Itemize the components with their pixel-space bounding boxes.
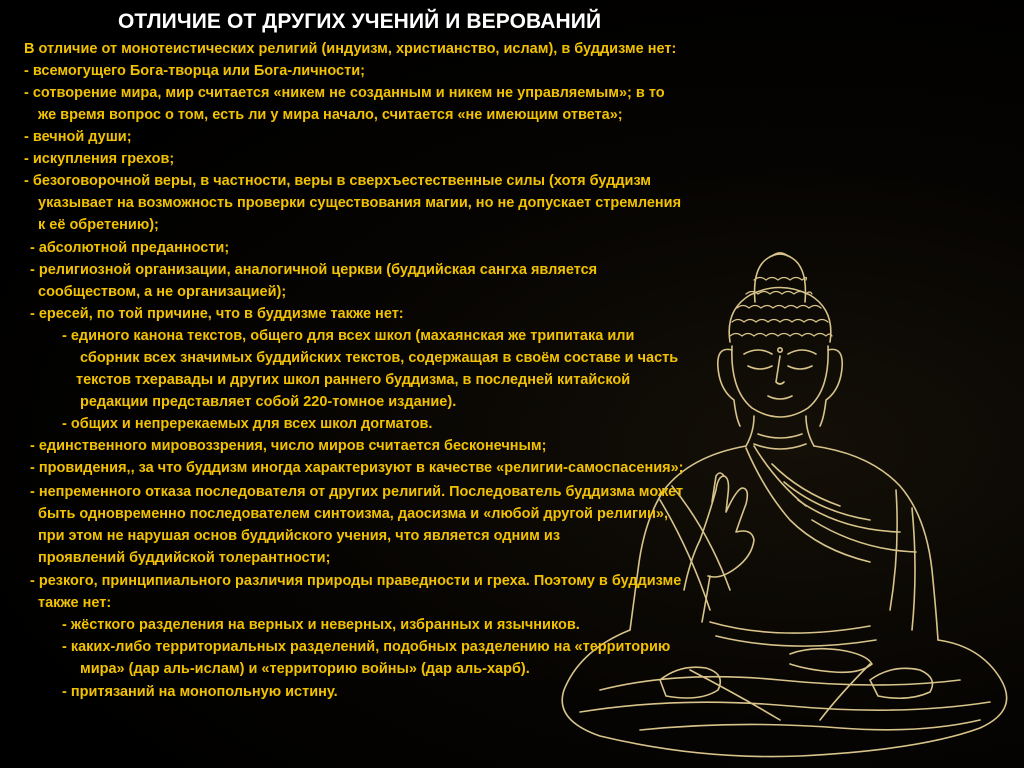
text-line: - общих и непререкаемых для всех школ догматов.	[62, 416, 433, 432]
text-line: - жёсткого разделения на верных и неверных, избранных и язычников.	[62, 617, 580, 633]
text-line: - всемогущего Бога-творца или Бога-личности;	[24, 63, 365, 79]
left-eye	[748, 366, 772, 369]
text-line: В отличие от монотеистических религий (индуизм, христианство, ислам), в буддизме нет:	[24, 41, 677, 57]
text-line: - резкого, принципиального различия природы праведности и греха. Поэтому в буддизме	[30, 573, 682, 589]
text-line: редакции представляет собой 220-томное издание).	[80, 394, 457, 410]
text-line: - провидения,, за что буддизм иногда характеризуют в качестве «религии-самоспасения»;	[30, 460, 684, 476]
text-line: также нет:	[38, 595, 112, 611]
slide-title: ОТЛИЧИЕ ОТ ДРУГИХ УЧЕНИЙ И ВЕРОВАНИЙ	[118, 10, 602, 33]
text-line: - абсолютной преданности;	[30, 240, 230, 256]
text-line: сборник всех значимых буддийских текстов, содержащая в своём составе и часть	[80, 350, 679, 366]
text-line: мира» (дар аль-ислам) и «территорию войны» (дар аль-харб).	[80, 661, 530, 677]
text-line: - каких-либо территориальных разделений, подобных разделению на «территорию	[62, 639, 671, 655]
right-eye	[788, 366, 812, 369]
text-line: - непременного отказа последователя от других религий. Последователь буддизма может	[30, 484, 684, 500]
left-foot	[660, 667, 720, 698]
text-line: быть одновременно последователем синтоизма, даосизма и «любой другой религии»,	[38, 506, 668, 522]
text-line: - вечной души;	[24, 129, 132, 145]
text-line: - единственного мировоззрения, число миров считается бесконечным;	[30, 438, 547, 454]
text-line: - сотворение мира, мир считается «никем не созданным и никем не управляемым»; в то	[24, 85, 665, 101]
text-line: при этом не нарушая основ буддийского учения, что является одним из	[38, 528, 561, 544]
lap-hand	[790, 649, 872, 673]
text-line: - ересей, по той причине, что в буддизме также нет:	[30, 306, 404, 322]
text-line: указывает на возможность проверки существования магии, но не допускает стремления	[38, 195, 682, 211]
hair-curls	[730, 278, 832, 337]
text-line: к её обретению);	[38, 217, 159, 233]
text-line: - безоговорочной веры, в частности, веры в сверхъестественные силы (хотя буддизм	[24, 173, 652, 189]
raised-hand	[700, 476, 754, 577]
text-line: сообществом, а не организацией);	[38, 284, 287, 300]
mouth	[768, 396, 792, 399]
text-line: проявлений буддийской толерантности;	[38, 550, 331, 566]
text-line: - религиозной организации, аналогичной церкви (буддийская сангха является	[30, 262, 598, 278]
text-line: - притязаний на монопольную истину.	[62, 684, 338, 700]
text-line: - единого канона текстов, общего для всех школ (махаянская же трипитака или	[62, 328, 635, 344]
text-line: - искупления грехов;	[24, 151, 175, 167]
text-line: текстов тхеравады и других школ раннего буддизма, в последней китайской	[76, 372, 631, 388]
right-shoulder	[814, 446, 938, 640]
text-line: же время вопрос о том, есть ли у мира начало, считается «не имеющим ответа»;	[38, 107, 623, 123]
